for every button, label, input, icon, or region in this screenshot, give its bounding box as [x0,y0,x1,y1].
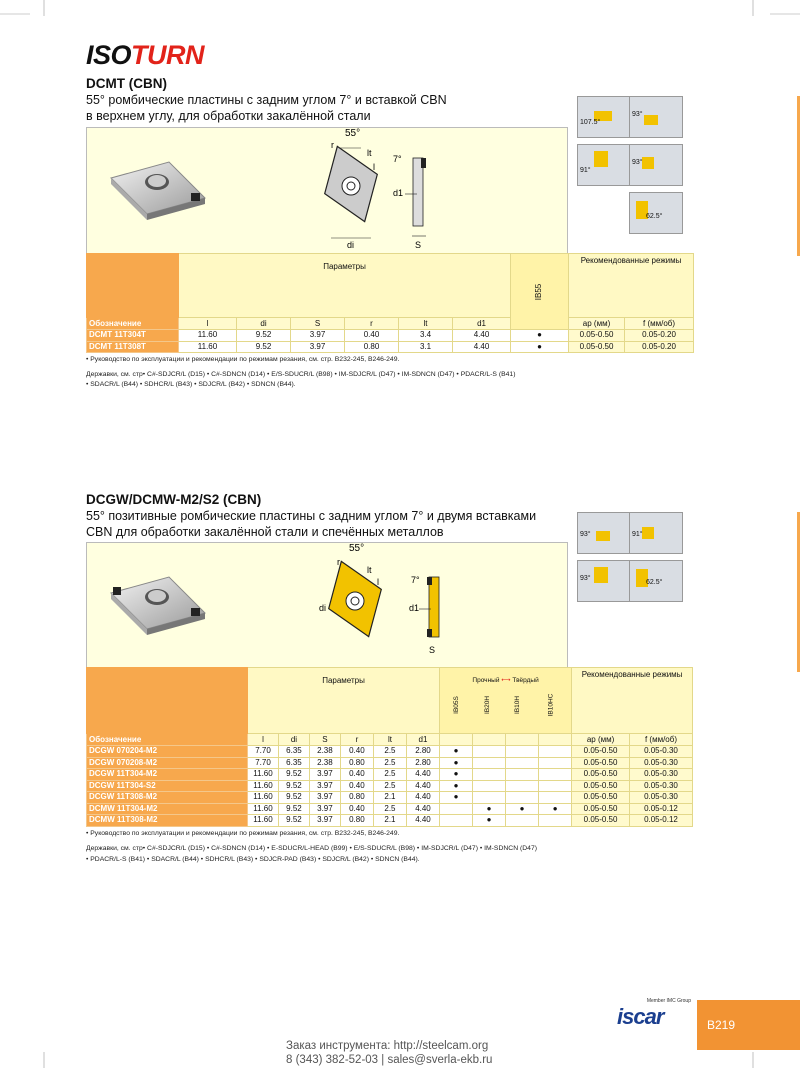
cell-f: 0.05-0.12 [629,803,692,815]
s2-s-label: S [429,645,436,655]
cell-f: 0.05-0.30 [629,746,692,758]
s1-col-di: di [237,318,291,330]
s1-s-label: S [415,240,422,250]
s2-grade-ib10h: IB10H [514,695,522,715]
cell-ap: 0.05-0.50 [572,780,630,792]
section1-subtitle-1: 55° ромбические пластины с задним углом 7° и вставкой CBN [86,93,447,107]
cell-r: 0.80 [345,341,399,353]
iscar-logo [617,998,695,1038]
s2-note-2: Державки, см. стр• C#-SDJCR/L (D15) • C#-SDNCN (D14) • E-SDUCR/L-HEAD (B99) • E/S-SDUCR/L (B98) • IM-SDJCR/L (D47) • IM-SDNCN (D47) [86,845,537,852]
cell-grade-ib20h [473,780,506,792]
cell-d1: 2.80 [406,757,439,769]
cell-d1: 4.40 [406,769,439,781]
s2-tough-label: Прочный [472,677,500,684]
s1-thumb-2 [629,96,683,138]
cell-r: 0.40 [340,746,373,758]
cell-grade: ● [511,330,569,342]
cell-s: 3.97 [291,341,345,353]
cell-d1: 4.40 [453,341,511,353]
brand-tag: Member IMC Group [646,998,691,1004]
s1-thumb-3 [577,144,631,186]
cell-di: 9.52 [278,780,309,792]
s1-col-s: S [291,318,345,330]
s2-thumb-2 [629,512,683,554]
cell-di: 9.52 [237,330,291,342]
s2-thumb-1-angle: 93° [580,531,591,538]
s2-relief-label: 7° [411,575,420,585]
cell-f: 0.05-0.20 [625,330,694,342]
s2-col-f: f (мм/об) [629,734,692,746]
table-row [87,757,693,769]
row-code: DCGW 070208-M2 [87,757,248,769]
cell-grade-ib20h [473,746,506,758]
s1-thumb-4-angle: 93° [632,159,643,166]
s2-l-label: l [377,577,379,587]
tough-hard-arrow-icon: ⟷ [501,677,511,684]
s2-col-s: S [309,734,340,746]
cell-grade-ib10h [506,769,539,781]
s2-col-d1: d1 [406,734,439,746]
table-row [87,815,693,827]
cell-r: 0.80 [340,815,373,827]
s2-lt-label: lt [367,565,372,575]
table-row [87,769,693,781]
cell-lt: 2.5 [373,769,406,781]
s1-d1-label: d1 [393,188,404,198]
cell-r: 0.40 [340,780,373,792]
s1-col-f: f (мм/об) [625,318,694,330]
cell-di: 9.52 [278,792,309,804]
cell-grade-ib10hc [539,746,572,758]
s1-thumb-3-angle: 91° [580,167,591,174]
row-code: DCGW 11T308-M2 [87,792,248,804]
table-row [87,330,694,342]
section1-subtitle-2: в верхнем углу, для обработки закалённой стали [86,109,371,123]
s1-note-2: Державки, см. стр• C#-SDJCR/L (D15) • C#-SDNCN (D14) • E/S-SDUCR/L (B98) • IM-SDJCR/L (D47) • IM-SDNCN (D47) • PDACR/L-S (B41) [86,371,516,378]
row-code: DCGW 11T304-S2 [87,780,248,792]
s1-thumb-1 [577,96,631,138]
isoturn-logo [86,40,204,71]
cell-lt: 3.4 [399,330,453,342]
s2-col-lt: lt [373,734,406,746]
cell-s: 2.38 [309,757,340,769]
s2-grade-ib05s: IB05S [453,696,461,714]
cell-r: 0.40 [340,769,373,781]
s2-di-label: di [319,603,327,613]
cell-ap: 0.05-0.50 [569,341,625,353]
cell-ap: 0.05-0.50 [572,769,630,781]
row-code: DCGW 070204-M2 [87,746,248,758]
page-number: B219 [707,1018,736,1032]
cell-lt: 2.1 [373,792,406,804]
cell-r: 0.80 [340,792,373,804]
section1-title: DCMT (CBN) [86,76,167,91]
s2-angle-label: 55° [349,543,365,554]
row-code: DCMT 11T308T [87,341,179,353]
cell-grade-ib10hc: ● [539,803,572,815]
s2-col-l: l [248,734,279,746]
cell-s: 3.97 [309,803,340,815]
cell-grade-ib20h: ● [473,815,506,827]
cell-grade-ib10h [506,746,539,758]
cell-r: 0.80 [340,757,373,769]
s1-note-1: • Руководство по эксплуатации и рекомендации по режимам резания, см. стр. B232-245, B246-249. [86,356,400,363]
logo-iso: ISO [86,40,132,70]
cell-l: 11.60 [248,780,279,792]
cell-s: 3.97 [309,792,340,804]
table-row [87,341,694,353]
cell-ap: 0.05-0.50 [572,803,630,815]
cell-s: 3.97 [309,815,340,827]
cell-r: 0.40 [340,803,373,815]
s2-col-di: di [278,734,309,746]
logo-turn: TURN [131,40,205,70]
s1-di-label: di [347,240,355,250]
cell-grade-ib10hc [539,769,572,781]
section1-insert-drawing [87,128,567,253]
s1-note-3: • SDACR/L (B44) • SDHCR/L (B43) • SDJCR/L (B42) • SDNCN (B44). [86,381,296,388]
cell-s: 3.97 [291,330,345,342]
cell-grade-ib20h: ● [473,803,506,815]
cell-l: 11.60 [179,330,237,342]
cell-lt: 2.1 [373,815,406,827]
s1-designation-header: Обозначение [87,318,179,330]
cell-grade-ib20h [473,792,506,804]
cell-l: 11.60 [179,341,237,353]
cell-grade-ib05s: ● [440,746,473,758]
cell-lt: 2.5 [373,746,406,758]
section2-subtitle-2: CBN для обработки закалённой стали и спечённых металлов [86,525,444,539]
section2-table [86,667,693,827]
row-code: DCMT 11T304T [87,330,179,342]
s2-thumb-1 [577,512,631,554]
cell-di: 9.52 [278,769,309,781]
cell-grade-ib10hc [539,815,572,827]
cell-s: 3.97 [309,780,340,792]
s2-hard-label: Твёрдый [512,677,539,684]
cell-d1: 4.40 [406,780,439,792]
cell-grade-ib20h [473,769,506,781]
cell-grade-ib05s: ● [440,769,473,781]
s2-params-header: Параметры [248,668,440,734]
s2-designation-header: Обозначение [87,734,248,746]
s2-thumb-3-angle: 93° [580,575,591,582]
cell-f: 0.05-0.30 [629,780,692,792]
s1-l-label: l [373,162,375,172]
cell-grade-ib10h [506,792,539,804]
cell-s: 3.97 [309,769,340,781]
s1-relief-label: 7° [393,154,402,164]
footer-line-1: Заказ инструмента: http://steelcam.org [286,1040,489,1052]
s1-col-lt: lt [399,318,453,330]
brand-name: iscar [617,1004,664,1029]
cell-lt: 2.5 [373,780,406,792]
cell-ap: 0.05-0.50 [572,746,630,758]
cell-di: 6.35 [278,746,309,758]
cell-l: 7.70 [248,757,279,769]
cell-lt: 2.5 [373,803,406,815]
cell-l: 11.60 [248,803,279,815]
cell-lt: 3.1 [399,341,453,353]
footer-line-2: 8 (343) 382-52-03 | sales@sverla-ekb.ru [286,1054,493,1066]
cell-d1: 4.40 [406,803,439,815]
s1-recommended-header: Рекомендованные режимы [569,254,694,318]
s2-thumb-4-angle: 62.5° [646,579,663,586]
cell-grade-ib10h [506,815,539,827]
cell-grade-ib10h [506,780,539,792]
s1-lt-label: lt [367,148,372,158]
s1-col-ap: ap (мм) [569,318,625,330]
table-row [87,780,693,792]
s2-note-3: • PDACR/L-S (B41) • SDACR/L (B44) • SDHCR/L (B43) • SDJCR-PAD (B43) • SDJCR/L (B42) • SDNCN (B44). [86,856,420,863]
cell-l: 11.60 [248,792,279,804]
cell-lt: 2.5 [373,757,406,769]
section1-table [86,253,694,353]
cell-d1: 4.40 [406,792,439,804]
s2-grade-ib20h: IB20H [483,695,491,715]
cell-grade: ● [511,341,569,353]
s2-r-label: r [337,557,340,567]
s1-thumb-4 [629,144,683,186]
s2-note-1: • Руководство по эксплуатации и рекомендации по режимам резания, см. стр. B232-245, B246-249. [86,830,400,837]
table-row [87,746,693,758]
cell-d1: 4.40 [406,815,439,827]
cell-ap: 0.05-0.50 [569,330,625,342]
cell-f: 0.05-0.30 [629,792,692,804]
cell-l: 11.60 [248,815,279,827]
s1-thumb-1-angle: 107.5° [580,119,601,126]
cell-di: 9.52 [237,341,291,353]
cell-ap: 0.05-0.50 [572,757,630,769]
section2-drawing-box [86,542,568,668]
s2-recommended-header: Рекомендованные режимы [572,668,693,734]
cell-ap: 0.05-0.50 [572,792,630,804]
cell-s: 2.38 [309,746,340,758]
s1-params-header: Параметры [179,254,511,318]
cell-grade-ib05s: ● [440,792,473,804]
section2-insert-drawing [87,543,567,667]
cell-grade-ib10hc [539,780,572,792]
section1-drawing-box [86,127,568,254]
s1-thumb-2-angle: 93° [632,111,643,118]
s2-thumb-2-angle: 91° [632,531,643,538]
cell-grade-ib05s [440,803,473,815]
s1-angle-label: 55° [345,128,361,139]
cell-f: 0.05-0.30 [629,769,692,781]
cell-di: 6.35 [278,757,309,769]
cell-f: 0.05-0.12 [629,815,692,827]
s1-col-r: r [345,318,399,330]
s2-d1-label: d1 [409,603,420,613]
cell-grade-ib10hc [539,792,572,804]
s2-thumb-4 [629,560,683,602]
cell-grade-ib20h [473,757,506,769]
cell-di: 9.52 [278,803,309,815]
s1-grade-ib55: IB55 [534,283,544,300]
cell-grade-ib05s [440,815,473,827]
s1-col-d1: d1 [453,318,511,330]
cell-f: 0.05-0.30 [629,757,692,769]
cell-di: 9.52 [278,815,309,827]
cell-d1: 4.40 [453,330,511,342]
s2-col-r: r [340,734,373,746]
s1-thumb-5 [629,192,683,234]
cell-l: 11.60 [248,769,279,781]
cell-f: 0.05-0.20 [625,341,694,353]
s1-r-label: r [331,140,334,150]
page-number-box [697,1000,800,1050]
s2-grade-ib10hc: IB10HC [547,693,555,717]
table-row [87,803,693,815]
cell-grade-ib10h [506,757,539,769]
row-code: DCGW 11T304-M2 [87,769,248,781]
table-row [87,792,693,804]
cell-grade-ib10hc [539,757,572,769]
cell-l: 7.70 [248,746,279,758]
s2-thumb-3 [577,560,631,602]
s1-col-l: l [179,318,237,330]
row-code: DCMW 11T308-M2 [87,815,248,827]
cell-grade-ib10h: ● [506,803,539,815]
s2-col-ap: ap (мм) [572,734,630,746]
cell-grade-ib05s: ● [440,757,473,769]
s1-thumb-5-angle: 62.5° [646,213,663,220]
row-code: DCMW 11T304-M2 [87,803,248,815]
section2-title: DCGW/DCMW-M2/S2 (CBN) [86,492,262,507]
section2-subtitle-1: 55° позитивные ромбические пластины с задним углом 7° и двумя вставками [86,509,537,523]
cell-r: 0.40 [345,330,399,342]
cell-grade-ib05s: ● [440,780,473,792]
cell-ap: 0.05-0.50 [572,815,630,827]
cell-d1: 2.80 [406,746,439,758]
